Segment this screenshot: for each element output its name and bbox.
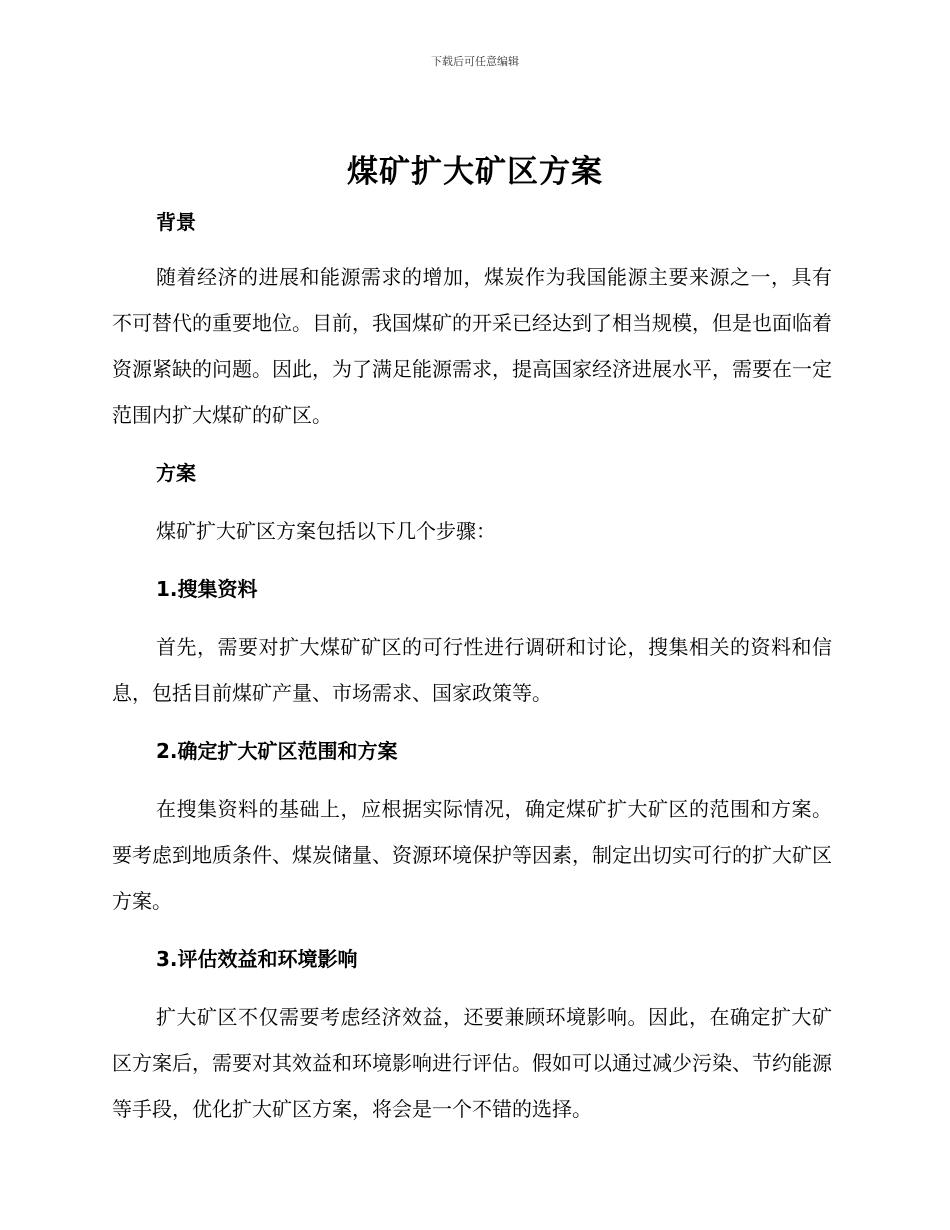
- section-paragraph-plan: 煤矿扩大矿区方案包括以下几个步骤：: [156, 519, 496, 543]
- section-heading-background: 背景: [156, 210, 196, 234]
- document-body: [112, 200, 832, 1132]
- document-title: 煤矿扩大矿区方案: [347, 154, 603, 190]
- section-heading-plan: 方案: [156, 461, 196, 485]
- section-paragraph-background: 随着经济的进展和能源需求的增加，煤炭作为我国能源主要来源之一，具有不可替代的重要地位。目前，我国煤矿的开采已经达到了相当规模，但是也面临着资源紧缺的问题。因此，为了满足能源需求，提高国家经济进展水平，需要在一定范围内扩大煤矿的矿区。: [112, 265, 832, 427]
- section-heading-step-1: 1.搜集资料: [156, 577, 258, 601]
- page-header: 下载后可任意编辑: [431, 55, 519, 68]
- section-paragraph-step-2: 在搜集资料的基础上，应根据实际情况，确定煤矿扩大矿区的范围和方案。要考虑到地质条件、煤炭储量、资源环境保护等因素，制定出切实可行的扩大矿区方案。: [112, 797, 832, 913]
- section-paragraph-step-1: 首先，需要对扩大煤矿矿区的可行性进行调研和讨论，搜集相关的资料和信息，包括目前煤矿产量、市场需求、国家政策等。: [112, 635, 832, 705]
- section-heading-step-3: 3.评估效益和环境影响: [156, 947, 358, 971]
- section-paragraph-step-3: 扩大矿区不仅需要考虑经济效益，还要兼顾环境影响。因此，在确定扩大矿区方案后，需要对其效益和环境影响进行评估。假如可以通过减少污染、节约能源等手段，优化扩大矿区方案，将会是一个不错的选择。: [112, 1005, 832, 1121]
- section-heading-step-2: 2.确定扩大矿区范围和方案: [156, 739, 398, 763]
